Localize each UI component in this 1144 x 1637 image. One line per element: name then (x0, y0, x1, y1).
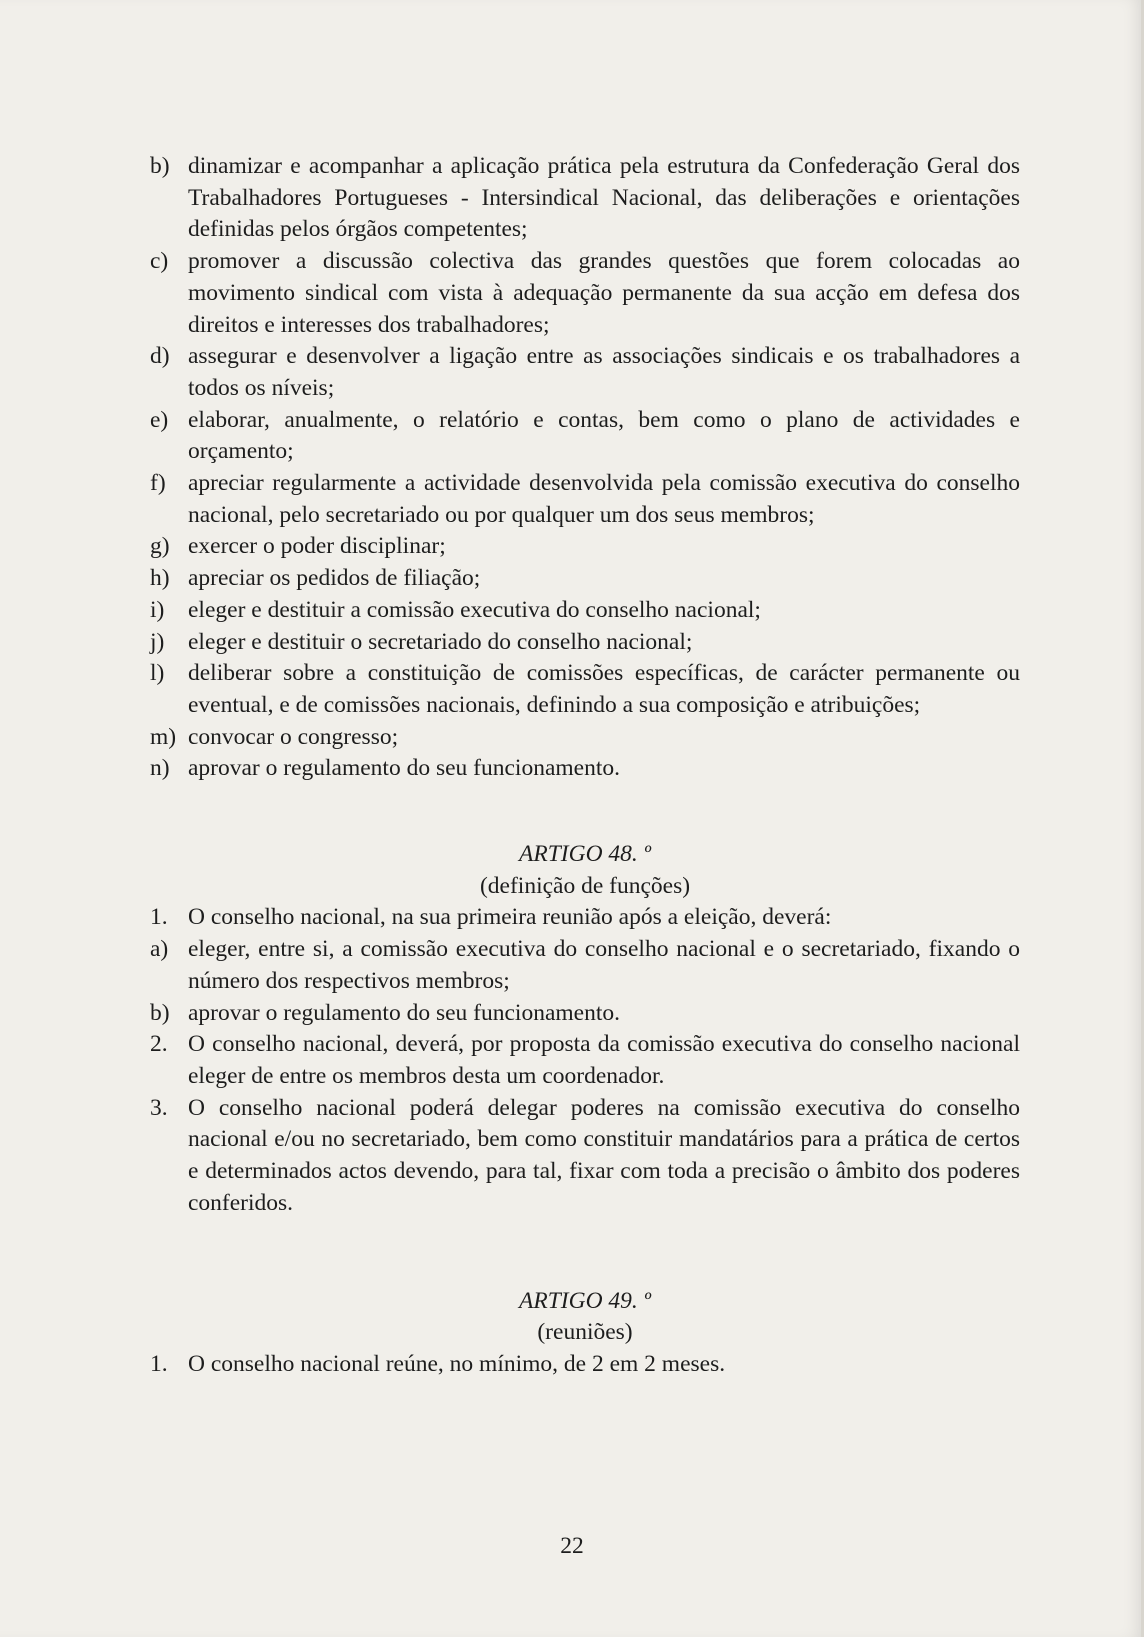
article-48-heading (150, 839, 1020, 902)
item-label: a) (150, 936, 169, 963)
list-item (150, 934, 1020, 997)
list-item (150, 151, 1020, 246)
article-title: ARTIGO 48. º (519, 841, 651, 868)
list-item (150, 563, 1020, 595)
article-subtitle: (reuniões) (537, 1319, 633, 1346)
item-label: g) (150, 533, 170, 560)
item-text: O conselho nacional poderá delegar poderes na comissão executiva do conselho nacional e/ou no secretariado, bem como constituir mandatários para a prática de certos e determinados actos devendo, para tal, fixar com toda a precisão o âmbito dos poderes conferidos. (188, 1094, 1020, 1216)
item-label: 2. (150, 1031, 168, 1058)
page-number: 22 (560, 1533, 584, 1559)
item-text: eleger e destituir o secretariado do conselho nacional; (188, 628, 693, 655)
list-item (150, 1029, 1020, 1092)
item-label: j) (150, 628, 165, 655)
item-text: dinamizar e acompanhar a aplicação prática pela estrutura da Confederação Geral dos Trabalhadores Portugueses - Intersindical Nacional, das deliberações e orientações definidas pelos órgãos competentes; (188, 153, 1020, 243)
list-item (150, 753, 1020, 785)
item-text: convocar o congresso; (188, 723, 399, 750)
list-item (150, 405, 1020, 468)
item-text: O conselho nacional, na sua primeira reunião após a eleição, deverá: (188, 904, 832, 931)
item-text: O conselho nacional, deverá, por proposta da comissão executiva do conselho nacional eleger de entre os membros desta um coordenador. (188, 1031, 1020, 1089)
item-label: b) (150, 153, 170, 179)
item-label: d) (150, 343, 170, 370)
item-text: O conselho nacional reúne, no mínimo, de 2 em 2 meses. (188, 1350, 726, 1377)
item-label: m) (150, 723, 177, 750)
item-label: f) (150, 470, 166, 497)
article-subtitle: (definição de funções) (479, 872, 691, 899)
item-text: promover a discussão colectiva das grandes questões que forem colocadas ao movimento sindical com vista à adequação permanente da sua acção em defesa dos direitos e interesses dos trabalhadores; (188, 248, 1020, 338)
list-item (150, 531, 1020, 563)
article-49-body (150, 1349, 1020, 1381)
list-item (150, 902, 1020, 934)
item-label: b) (150, 999, 170, 1026)
item-label: n) (150, 755, 170, 782)
item-label: 1. (150, 1350, 168, 1377)
item-text: exercer o poder disciplinar; (188, 533, 446, 560)
spacer (150, 785, 1020, 839)
item-label: 1. (150, 904, 168, 931)
item-text: apreciar os pedidos de filiação; (188, 565, 481, 592)
list-item (150, 468, 1020, 531)
article-49-heading (150, 1286, 1020, 1349)
list-item (150, 658, 1020, 721)
list-item (150, 998, 1020, 1030)
item-text: aprovar o regulamento do seu funcionamento. (188, 755, 620, 782)
item-text: eleger, entre si, a comissão executiva do conselho nacional e o secretariado, fixando o número dos respectivos membros; (188, 936, 1020, 994)
article-48-body (150, 902, 1020, 1219)
item-text: aprovar o regulamento do seu funcionamento. (188, 999, 620, 1026)
item-label: e) (150, 406, 169, 433)
item-label: l) (150, 660, 165, 687)
item-text: eleger e destituir a comissão executiva do conselho nacional; (188, 596, 761, 623)
item-text: elaborar, anualmente, o relatório e contas, bem como o plano de actividades e orçamento; (188, 406, 1020, 465)
page-content (150, 151, 1020, 1381)
item-text: assegurar e desenvolver a ligação entre as associações sindicais e os trabalhadores a todos os níveis; (188, 343, 1020, 401)
list-item (150, 595, 1020, 627)
spacer (150, 1220, 1020, 1286)
list-item (150, 246, 1020, 341)
item-label: 3. (150, 1094, 168, 1121)
item-text: deliberar sobre a constituição de comissões específicas, de carácter permanente ou eventual, e de comissões nacionais, definindo a sua composição e atribuições; (188, 660, 1020, 718)
list-item (150, 627, 1020, 659)
list-item (150, 341, 1020, 404)
item-label: i) (150, 596, 165, 623)
item-label: h) (150, 565, 170, 592)
item-text: apreciar regularmente a actividade desenvolvida pela comissão executiva do conselho nacional, pelo secretariado ou por qualquer um dos seus membros; (188, 470, 1020, 528)
article-title: ARTIGO 49. º (519, 1287, 651, 1314)
competences-list (150, 151, 1020, 785)
list-item (150, 1349, 1020, 1381)
list-item (150, 722, 1020, 754)
item-label: c) (150, 248, 169, 275)
list-item (150, 1093, 1020, 1220)
